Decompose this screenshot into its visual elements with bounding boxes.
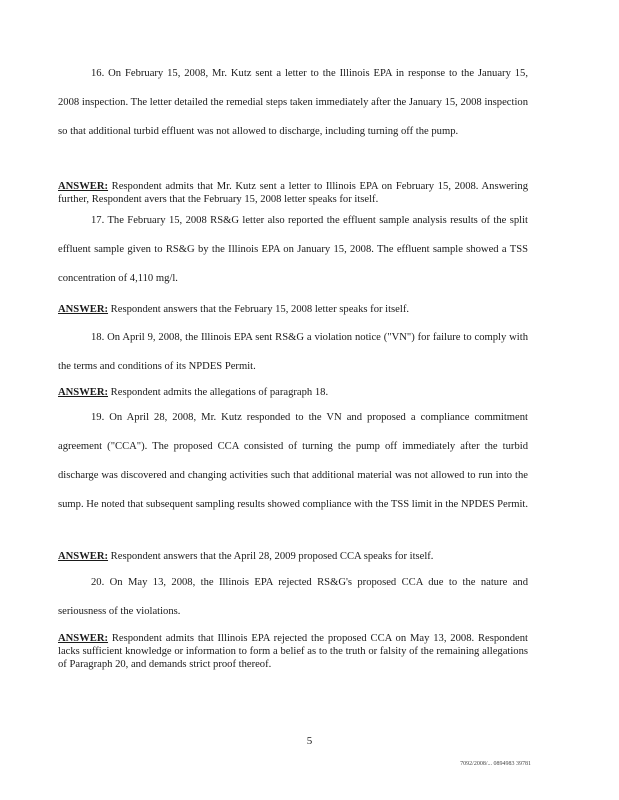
answer-label: ANSWER: [58,181,109,192]
answer-label: ANSWER: [58,387,109,398]
answer-text: Respondent admits the allegations of paragraph 18. [108,387,329,398]
answer-20 [58,632,528,671]
answer-17 [58,303,528,316]
paragraph-20: 20. On May 13, 2008, the Illinois EPA rejected RS&G's proposed CCA due to the nature and seriousness of the violations. [58,577,528,617]
answer-text: Respondent answers that the April 28, 2009 proposed CCA speaks for itself. [108,551,434,562]
answer-label: ANSWER: [58,304,109,315]
paragraph-16: 16. On February 15, 2008, Mr. Kutz sent a letter to the Illinois EPA in response to the January 15, 2008 inspection. The letter detailed the remedial steps taken immediately after the January 15, 2008 inspection so that additional turbid effluent was not allowed to discharge, including turning off the pump. [58,68,528,137]
paragraph-19: 19. On April 28, 2008, Mr. Kutz responded to the VN and proposed a compliance commitment agreement ("CCA"). The proposed CCA consisted of turning the pump off immediately after the turbid discharge was discovered and changing activities such that additional material was not allowed to run into the sump. He noted that subsequent sampling results showed compliance with the TSS limit in the NPDES Permit. [58,412,529,510]
answer-label: ANSWER: [58,633,109,644]
paragraph-18: 18. On April 9, 2008, the Illinois EPA sent RS&G a violation notice ("VN") for failure to comply with the terms and conditions of its NPDES Permit. [58,332,528,372]
answer-label: ANSWER: [58,551,109,562]
answer-18 [58,386,528,399]
answer-text: Respondent admits that Illinois EPA rejected the proposed CCA on May 13, 2008. Respondent lacks sufficient knowledge or information to form a belief as to the truth or falsity of the remaining allegations of Paragraph 20, and demands strict proof thereof. [58,633,528,670]
answer-text: Respondent admits that Mr. Kutz sent a letter to Illinois EPA on February 15, 2008. Answering further, Respondent avers that the February 15, 2008 letter speaks for itself. [58,181,528,205]
answer-16 [58,180,528,206]
page-number: 5 [306,735,313,747]
answer-19 [58,550,528,563]
bates-number: 7092/2008/... 0894983 39781 [460,761,531,767]
answer-text: Respondent answers that the February 15, 2008 letter speaks for itself. [108,304,409,315]
paragraph-17: 17. The February 15, 2008 RS&G letter also reported the effluent sample analysis results of the split effluent sample given to RS&G by the Illinois EPA on January 15, 2008. The effluent sample showed a TSS concentration of 4,110 mg/l. [58,215,528,284]
